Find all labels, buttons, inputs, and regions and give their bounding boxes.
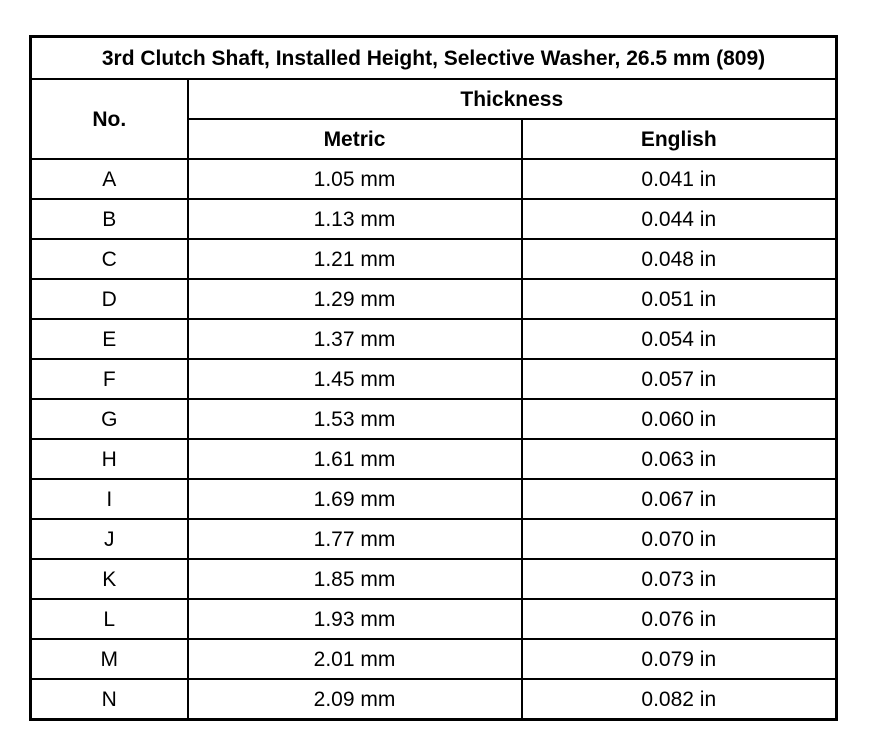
cell-no: D (31, 279, 188, 319)
cell-no: M (31, 639, 188, 679)
cell-english: 0.067 in (522, 479, 837, 519)
cell-metric: 1.05 mm (188, 159, 522, 199)
cell-no: C (31, 239, 188, 279)
cell-no: B (31, 199, 188, 239)
cell-metric: 1.61 mm (188, 439, 522, 479)
table-row (31, 639, 837, 679)
table-row (31, 559, 837, 599)
table-title-row (31, 37, 837, 80)
header-no: No. (31, 79, 188, 159)
cell-no: G (31, 399, 188, 439)
cell-metric: 1.45 mm (188, 359, 522, 399)
cell-metric: 1.21 mm (188, 239, 522, 279)
cell-metric: 1.29 mm (188, 279, 522, 319)
table-row (31, 519, 837, 559)
cell-english: 0.070 in (522, 519, 837, 559)
table-row (31, 159, 837, 199)
table-row (31, 599, 837, 639)
header-thickness: Thickness (188, 79, 837, 119)
cell-english: 0.060 in (522, 399, 837, 439)
cell-english: 0.054 in (522, 319, 837, 359)
cell-no: K (31, 559, 188, 599)
washer-spec-table (29, 35, 838, 721)
table-row (31, 679, 837, 720)
cell-english: 0.079 in (522, 639, 837, 679)
cell-metric: 1.93 mm (188, 599, 522, 639)
cell-no: I (31, 479, 188, 519)
table-body (31, 159, 837, 720)
cell-english: 0.076 in (522, 599, 837, 639)
table-row (31, 359, 837, 399)
cell-english: 0.044 in (522, 199, 837, 239)
cell-english: 0.048 in (522, 239, 837, 279)
table-row (31, 319, 837, 359)
table-row (31, 279, 837, 319)
table-row (31, 399, 837, 439)
cell-no: F (31, 359, 188, 399)
cell-metric: 1.69 mm (188, 479, 522, 519)
table-row (31, 439, 837, 479)
cell-no: L (31, 599, 188, 639)
table-title: 3rd Clutch Shaft, Installed Height, Selective Washer, 26.5 mm (809) (31, 37, 837, 80)
cell-no: E (31, 319, 188, 359)
table-row (31, 239, 837, 279)
cell-metric: 1.37 mm (188, 319, 522, 359)
cell-no: J (31, 519, 188, 559)
cell-no: N (31, 679, 188, 720)
cell-metric: 1.13 mm (188, 199, 522, 239)
cell-metric: 1.53 mm (188, 399, 522, 439)
cell-metric: 1.85 mm (188, 559, 522, 599)
cell-english: 0.057 in (522, 359, 837, 399)
header-row-1 (31, 79, 837, 119)
cell-english: 0.082 in (522, 679, 837, 720)
table-row (31, 199, 837, 239)
cell-metric: 2.09 mm (188, 679, 522, 720)
header-english: English (522, 119, 837, 159)
cell-english: 0.073 in (522, 559, 837, 599)
header-metric: Metric (188, 119, 522, 159)
table-row (31, 479, 837, 519)
cell-english: 0.051 in (522, 279, 837, 319)
cell-no: A (31, 159, 188, 199)
cell-english: 0.041 in (522, 159, 837, 199)
cell-metric: 2.01 mm (188, 639, 522, 679)
cell-metric: 1.77 mm (188, 519, 522, 559)
cell-no: H (31, 439, 188, 479)
cell-english: 0.063 in (522, 439, 837, 479)
